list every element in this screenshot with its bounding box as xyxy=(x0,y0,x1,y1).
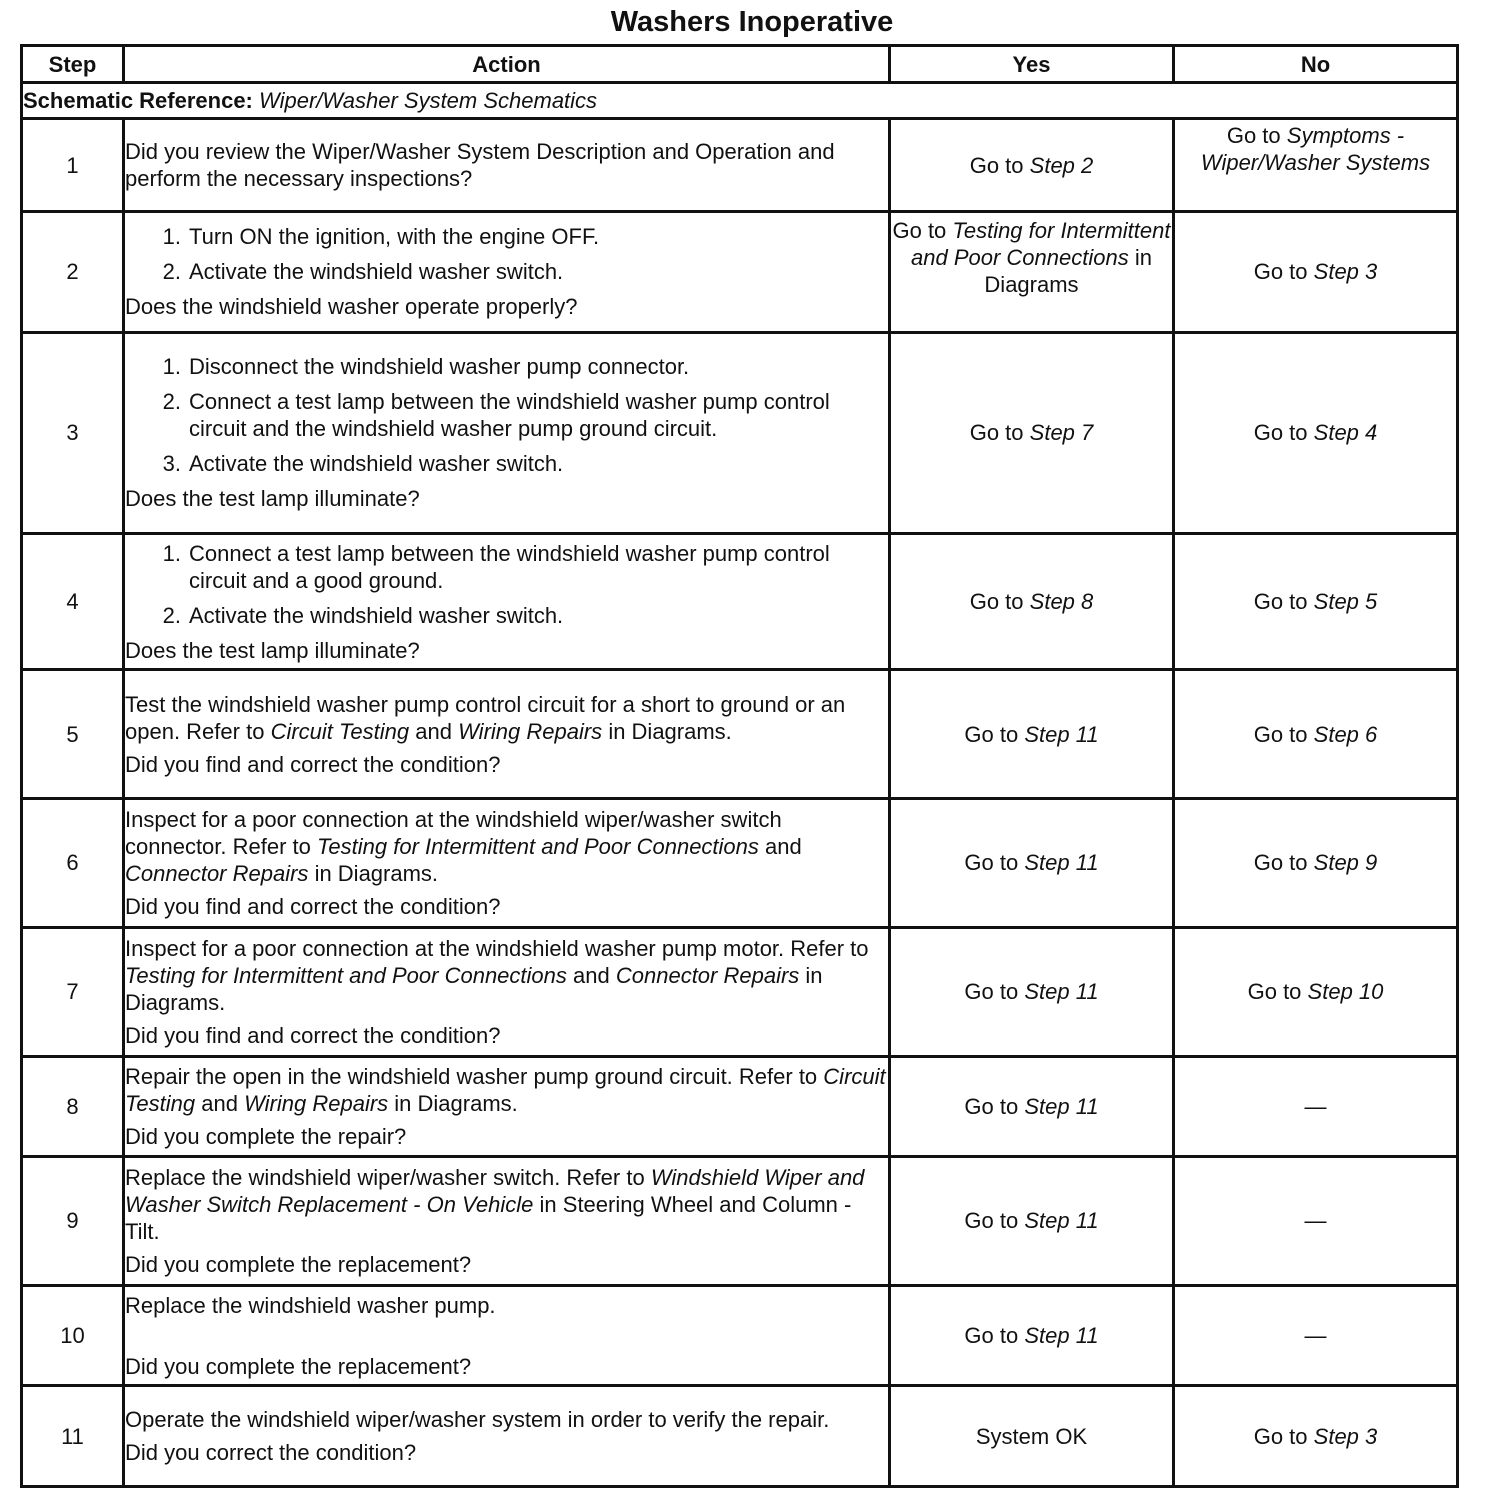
schematic-row xyxy=(22,83,1458,119)
no-prefix: Go to xyxy=(1253,259,1308,285)
table-row xyxy=(22,670,1458,799)
no-link[interactable]: Step 6 xyxy=(1313,721,1378,747)
action-cell: Operate the windshield wiper/washer system in order to verify the repair. Did you correct the condition? xyxy=(124,1386,890,1487)
yes-prefix: Go to xyxy=(964,1323,1019,1349)
yes-link[interactable]: Step 2 xyxy=(1029,152,1094,178)
yes-link[interactable]: Testing for Intermittent and Poor Connections xyxy=(911,217,1171,270)
yes-prefix: Go to xyxy=(969,589,1024,615)
yes-cell xyxy=(890,1056,1174,1157)
header-yes: Yes xyxy=(890,46,1174,83)
step-number: 8 xyxy=(22,1056,124,1157)
yes-prefix: Go to xyxy=(892,217,947,243)
substep: 3. Activate the windshield washer switch. xyxy=(162,451,564,477)
no-cell xyxy=(1174,533,1458,670)
action-cell: Inspect for a poor connection at the windshield washer pump motor. Refer to Testing for Intermittent and Poor Connections and Connector Repairs in Diagrams. Did you find and correct the condition? xyxy=(124,927,890,1056)
no-cell xyxy=(1174,799,1458,928)
ref-link[interactable]: Testing for Intermittent and Poor Connections xyxy=(125,962,567,988)
yes-cell xyxy=(890,927,1174,1056)
substep-list xyxy=(125,353,888,477)
no-prefix: Go to xyxy=(1253,850,1308,876)
step-number: 10 xyxy=(22,1285,124,1386)
question-text: Did you complete the replacement? xyxy=(125,1251,472,1277)
ref-link[interactable]: Windshield Wiper and Washer Switch Replacement - On Vehicle xyxy=(125,1164,865,1217)
diagnostic-table xyxy=(20,44,1459,1488)
table-row xyxy=(22,799,1458,928)
no-link[interactable]: Step 4 xyxy=(1313,420,1378,446)
yes-cell xyxy=(890,332,1174,533)
question-text: Did you find and correct the condition? xyxy=(125,893,501,919)
ref-link[interactable]: Wiring Repairs xyxy=(458,718,603,744)
yes-cell xyxy=(890,670,1174,799)
no-cell xyxy=(1174,927,1458,1056)
substep: 1. Connect a test lamp between the windshield washer pump control circuit and a good ground. xyxy=(162,540,830,593)
yes-link[interactable]: Step 8 xyxy=(1029,589,1094,615)
header-action: Action xyxy=(124,46,890,83)
action-cell xyxy=(124,533,890,670)
substep: 2. Activate the windshield washer switch. xyxy=(162,602,564,628)
action-cell xyxy=(124,119,890,212)
ref-link[interactable]: Testing for Intermittent and Poor Connections xyxy=(317,833,759,859)
action-cell: Repair the open in the windshield washer pump ground circuit. Refer to Circuit Testing and Wiring Repairs in Diagrams. Did you complete the repair? xyxy=(124,1056,890,1157)
question-text: Does the windshield washer operate properly? xyxy=(125,294,578,320)
step-number: 3 xyxy=(22,332,124,533)
no-link[interactable]: Step 3 xyxy=(1313,259,1378,285)
yes-link[interactable]: Step 11 xyxy=(1024,979,1099,1005)
table-row xyxy=(22,1157,1458,1286)
step-number: 4 xyxy=(22,533,124,670)
yes-prefix: Go to xyxy=(964,979,1019,1005)
no-dash: — xyxy=(1304,1323,1327,1349)
yes-cell xyxy=(890,119,1174,212)
question-text: Did you correct the condition? xyxy=(125,1440,417,1466)
yes-cell xyxy=(890,1285,1174,1386)
substep: 1. Disconnect the windshield washer pump connector. xyxy=(162,354,690,380)
no-link[interactable]: Step 9 xyxy=(1313,850,1378,876)
substep-list xyxy=(125,223,888,285)
yes-prefix: Go to xyxy=(964,1208,1019,1234)
ref-link[interactable]: Circuit Testing xyxy=(270,718,410,744)
table-row xyxy=(22,1285,1458,1386)
step-number: 5 xyxy=(22,670,124,799)
no-cell xyxy=(1174,1056,1458,1157)
substep-list xyxy=(125,540,888,629)
substep: 2. Connect a test lamp between the windshield washer pump control circuit and the windshield washer pump ground circuit. xyxy=(162,389,830,442)
no-cell xyxy=(1174,119,1458,212)
action-text: Did you review the Wiper/Washer System Description and Operation and perform the necessary inspections? xyxy=(125,139,835,192)
no-cell xyxy=(1174,1386,1458,1487)
question-text: Does the test lamp illuminate? xyxy=(125,486,420,512)
step-number: 1 xyxy=(22,119,124,212)
yes-link[interactable]: Step 11 xyxy=(1024,1093,1099,1119)
yes-cell xyxy=(890,211,1174,332)
action-cell: Replace the windshield washer pump. Did you complete the replacement? xyxy=(124,1285,890,1386)
yes-link[interactable]: Step 11 xyxy=(1024,1323,1099,1349)
no-prefix: Go to xyxy=(1253,420,1308,446)
header-row xyxy=(22,46,1458,83)
step-number: 6 xyxy=(22,799,124,928)
yes-link[interactable]: Step 11 xyxy=(1024,850,1099,876)
yes-cell xyxy=(890,1157,1174,1286)
yes-prefix: Go to xyxy=(964,850,1019,876)
yes-cell xyxy=(890,533,1174,670)
yes-prefix: Go to xyxy=(964,721,1019,747)
yes-cell xyxy=(890,1386,1174,1487)
table-row xyxy=(22,332,1458,533)
no-cell xyxy=(1174,1157,1458,1286)
yes-link[interactable]: Step 11 xyxy=(1024,1208,1099,1234)
table-row xyxy=(22,927,1458,1056)
no-cell xyxy=(1174,211,1458,332)
no-prefix: Go to xyxy=(1253,1423,1308,1449)
schematic-reference xyxy=(22,83,1458,119)
table-row xyxy=(22,119,1458,212)
yes-result: System OK xyxy=(975,1423,1088,1449)
yes-prefix: Go to xyxy=(964,1093,1019,1119)
no-cell xyxy=(1174,332,1458,533)
yes-link[interactable]: Step 7 xyxy=(1029,420,1094,446)
ref-link[interactable]: Connector Repairs xyxy=(125,860,309,886)
no-dash: — xyxy=(1304,1208,1327,1234)
action-cell xyxy=(124,211,890,332)
header-no: No xyxy=(1174,46,1458,83)
question-text: Does the test lamp illuminate? xyxy=(125,637,420,663)
table-row xyxy=(22,211,1458,332)
no-prefix: Go to xyxy=(1253,721,1308,747)
schematic-link[interactable]: Wiper/Washer System Schematics xyxy=(259,88,598,114)
yes-prefix: Go to xyxy=(969,152,1024,178)
no-link[interactable]: Step 3 xyxy=(1313,1423,1378,1449)
question-text: Did you find and correct the condition? xyxy=(125,751,501,777)
step-number: 7 xyxy=(22,927,124,1056)
no-cell xyxy=(1174,1285,1458,1386)
header-step: Step xyxy=(22,46,124,83)
action-cell xyxy=(124,332,890,533)
ref-link[interactable]: Connector Repairs xyxy=(615,962,800,988)
action-cell: Test the windshield washer pump control circuit for a short to ground or an open. Refer to Circuit Testing and Wiring Repairs in Diagrams. Did you find and correct the condition? xyxy=(124,670,890,799)
action-cell: Replace the windshield wiper/washer switch. Refer to Windshield Wiper and Washer Switch Replacement - On Vehicle in Steering Wheel and Column - Tilt. Did you complete the replacement? xyxy=(124,1157,890,1286)
schematic-label: Schematic Reference: xyxy=(23,88,253,114)
page-title: Washers Inoperative xyxy=(610,6,894,38)
no-link[interactable]: Step 10 xyxy=(1307,979,1384,1005)
question-text: Did you find and correct the condition? xyxy=(125,1022,501,1048)
step-number: 11 xyxy=(22,1386,124,1487)
table-row xyxy=(22,1056,1458,1157)
no-cell xyxy=(1174,670,1458,799)
no-link[interactable]: Step 5 xyxy=(1313,589,1378,615)
substep: 2. Activate the windshield washer switch. xyxy=(162,259,564,285)
no-prefix: Go to xyxy=(1253,589,1308,615)
yes-link[interactable]: Step 11 xyxy=(1024,721,1099,747)
question-text: Did you complete the replacement? xyxy=(125,1353,472,1379)
no-link[interactable]: Symptoms - Wiper/Washer Systems xyxy=(1200,123,1431,176)
no-prefix: Go to xyxy=(1247,979,1302,1005)
ref-link[interactable]: Circuit Testing xyxy=(125,1063,886,1116)
no-dash: — xyxy=(1304,1093,1327,1119)
table-row xyxy=(22,1386,1458,1487)
substep: 1. Turn ON the ignition, with the engine OFF. xyxy=(162,224,600,250)
step-number: 9 xyxy=(22,1157,124,1286)
yes-prefix: Go to xyxy=(969,420,1024,446)
question-text: Did you complete the repair? xyxy=(125,1123,407,1149)
yes-suffix: in Diagrams xyxy=(984,244,1152,297)
action-cell: Inspect for a poor connection at the windshield wiper/washer switch connector. Refer to Testing for Intermittent and Poor Connections and Connector Repairs in Diagrams. Did you find and correct the condition? xyxy=(124,799,890,928)
yes-cell xyxy=(890,799,1174,928)
table-row xyxy=(22,533,1458,670)
step-number: 2 xyxy=(22,211,124,332)
no-prefix: Go to xyxy=(1226,123,1281,149)
ref-link[interactable]: Wiring Repairs xyxy=(244,1090,389,1116)
